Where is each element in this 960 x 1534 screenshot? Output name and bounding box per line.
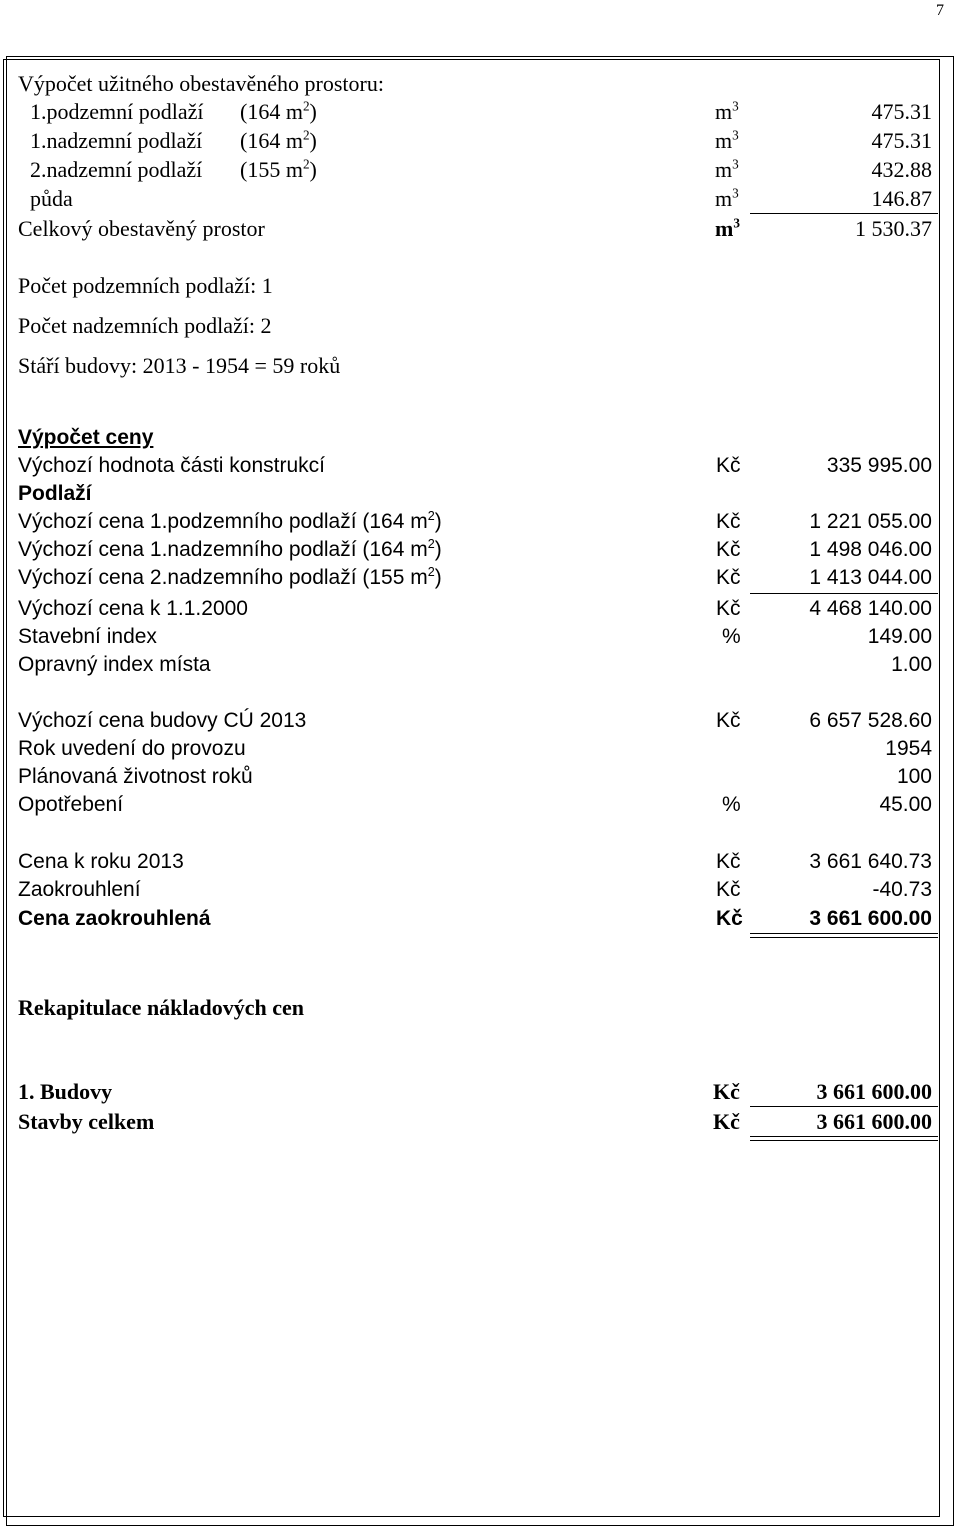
- volume-row-unit: $m^3$: [715, 156, 739, 182]
- volume-row-area: (155 $m^2$): [240, 156, 317, 182]
- recap-heading: Rekapitulace nákladových cen: [18, 995, 305, 1020]
- volume-row-unit: $m^3$: [715, 127, 739, 153]
- row-value: 6 657 528.60: [809, 709, 932, 732]
- row-unit: Kč: [716, 878, 741, 901]
- row-unit: Kč: [716, 850, 741, 873]
- volume-row-area: (164 $m^2$): [240, 127, 317, 153]
- recap-row-unit: Kč: [713, 1109, 740, 1134]
- row-label: Výchozí cena budovy CÚ 2013: [18, 709, 307, 732]
- floor-price-value: 1 221 055.00: [809, 510, 932, 533]
- floor-price-value: 1 498 046.00: [809, 538, 932, 561]
- recap-row-value: 3 661 600.00: [816, 1079, 932, 1104]
- final-price-unit: Kč: [716, 907, 743, 930]
- row-value: 4 468 140.00: [809, 597, 932, 620]
- double-rule-top: [750, 1136, 938, 1137]
- row-label: Výchozí cena k 1.1.2000: [18, 597, 248, 620]
- building-age: Stáří budovy: 2013 - 1954 = 59 roků: [18, 353, 341, 378]
- double-rule-bottom: [750, 937, 938, 938]
- row-value: 45.00: [879, 793, 932, 816]
- row-value: 1.00: [891, 653, 932, 676]
- volume-row-value: 432.88: [871, 157, 932, 182]
- row-label: Rok uvedení do provozu: [18, 737, 246, 760]
- double-rule-bottom: [750, 1140, 938, 1141]
- base-value: 335 995.00: [826, 454, 932, 477]
- volume-row-label: 2.nadzemní podlaží: [30, 157, 203, 182]
- aboveground-count: Počet nadzemních podlaží: 2: [18, 313, 272, 338]
- volume-row-value: 146.87: [871, 186, 932, 211]
- recap-row-value: 3 661 600.00: [816, 1109, 932, 1134]
- volume-row-unit: $m^3$: [715, 185, 739, 211]
- volume-row-label: půda: [30, 186, 73, 211]
- row-value: 100: [896, 765, 932, 788]
- base-value-unit: Kč: [716, 454, 741, 477]
- final-price-value: 3 661 600.00: [809, 907, 932, 930]
- volume-heading: Výpočet užitného obestavěného prostoru:: [18, 71, 384, 96]
- volume-row-value: 475.31: [871, 128, 932, 153]
- volume-total-label: Celkový obestavěný prostor: [18, 216, 265, 241]
- subtotal-rule: [750, 593, 938, 594]
- recap-row-label: Stavby celkem: [18, 1109, 155, 1134]
- final-price-label: Cena zaokrouhlená: [18, 907, 211, 930]
- volume-row-unit: $m^3$: [715, 98, 739, 124]
- row-value: -40.73: [872, 878, 932, 901]
- row-label: Opravný index místa: [18, 653, 211, 676]
- row-label: Opotřebení: [18, 793, 124, 816]
- floor-price-unit: Kč: [716, 566, 741, 589]
- underground-count: Počet podzemních podlaží: 1: [18, 273, 273, 298]
- recap-row-label: 1. Budovy: [18, 1079, 113, 1104]
- subtotal-rule: [750, 213, 938, 214]
- floor-price-value: 1 413 044.00: [809, 566, 932, 589]
- row-value: 1954: [885, 737, 932, 760]
- row-label: Zaokrouhlení: [18, 878, 141, 901]
- volume-total-value: 1 530.37: [855, 216, 932, 241]
- floor-price-label: Výchozí cena 1.podzemního podlaží (164 $m^2$): [18, 509, 442, 533]
- double-rule-top: [750, 933, 938, 934]
- floor-price-label: Výchozí cena 1.nadzemního podlaží (164 $m^2$): [18, 537, 442, 561]
- row-label: Plánovaná životnost roků: [18, 765, 253, 788]
- volume-total-unit: $m^3$: [715, 215, 740, 241]
- volume-row-area: (164 $m^2$): [240, 98, 317, 124]
- row-unit: %: [722, 793, 741, 816]
- row-unit: Kč: [716, 709, 741, 732]
- price-heading: Výpočet ceny: [18, 426, 154, 449]
- row-unit: Kč: [716, 597, 741, 620]
- floors-heading: Podlaží: [18, 482, 92, 505]
- floor-price-unit: Kč: [716, 538, 741, 561]
- floor-price-label: Výchozí cena 2.nadzemního podlaží (155 $m^2$): [18, 565, 442, 589]
- row-value: 149.00: [867, 625, 932, 648]
- subtotal-rule: [750, 1106, 938, 1107]
- page-number: 7: [936, 2, 944, 19]
- floor-price-unit: Kč: [716, 510, 741, 533]
- volume-row-value: 475.31: [871, 99, 932, 124]
- row-unit: %: [722, 625, 741, 648]
- recap-row-unit: Kč: [713, 1079, 740, 1104]
- volume-row-label: 1.podzemní podlaží: [30, 99, 204, 124]
- row-value: 3 661 640.73: [809, 850, 932, 873]
- volume-row-label: 1.nadzemní podlaží: [30, 128, 203, 153]
- row-label: Cena k roku 2013: [18, 850, 184, 873]
- base-value-label: Výchozí hodnota části konstrukcí: [18, 454, 325, 477]
- row-label: Stavební index: [18, 625, 157, 648]
